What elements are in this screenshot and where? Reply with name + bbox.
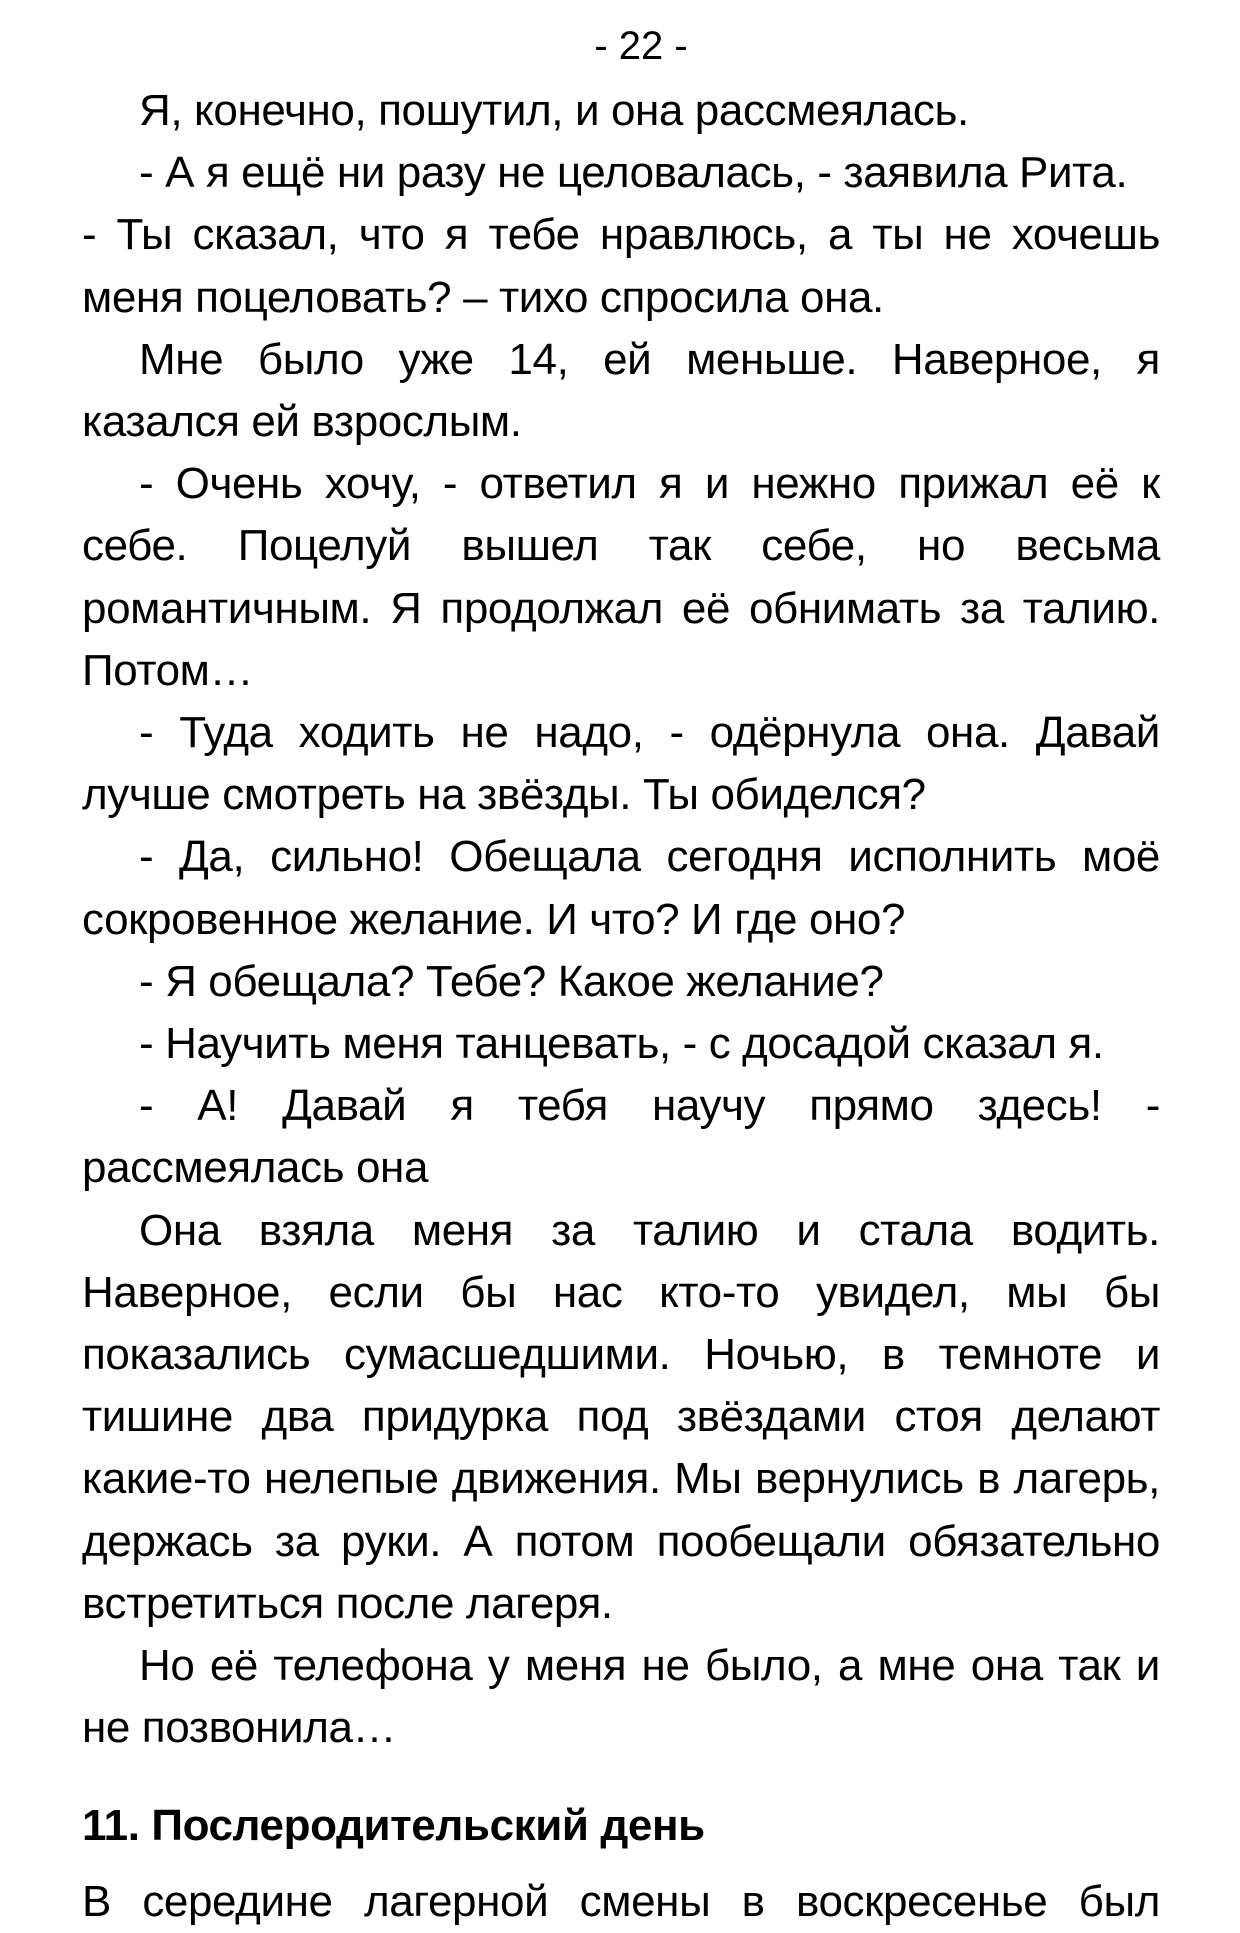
paragraph: - А я ещё ни разу не целовалась, - заявила Рита. (139, 148, 1128, 198)
paragraph: Она взяла меня за талию и стала водить. Наверное, если бы нас кто-то увидел, мы бы показались сумасшедшими. Ночью, в темноте и тишине два придурка под звёздами стоя делают какие-то нелепые движения. Мы вернулись в лагерь, держась за руки. А потом пообещали обязательно встретиться после лагеря. (82, 1205, 1160, 1628)
book-page (82, 18, 1160, 1933)
paragraph: - Я обещала? Тебе? Какое желание? (139, 956, 884, 1006)
paragraph: - Научить меня танцевать, - с досадой сказал я. (139, 1019, 1104, 1069)
page-number: - 22 - (594, 24, 688, 68)
section-heading: 11. Послеродительский день (82, 1801, 705, 1851)
paragraph: - Туда ходить не надо, - одёрнула она. Давай лучше смотреть на звёзды. Ты обиделся? (82, 708, 1160, 820)
chapter-body (82, 80, 1160, 1759)
paragraph: Мне было уже 14, ей меньше. Наверное, я казался ей взрослым. (82, 334, 1160, 447)
paragraph: - Да, сильно! Обещала сегодня исполнить моё сокровенное желание. И что? И где оно? (82, 832, 1160, 944)
paragraph: Я, конечно, пошутил, и она рассмеялась. (139, 86, 969, 135)
paragraph: - Ты сказал, что я тебе нравлюсь, а ты не хочешь меня поцеловать? – тихо спросила она. (82, 210, 1160, 322)
paragraph: - Очень хочу, - ответил я и нежно прижал её к себе. Поцелуй вышел так себе, но весьма романтичным. Я продолжал её обнимать за талию. Потом… (82, 459, 1160, 695)
paragraph: - А! Давай я тебя научу прямо здесь! - рассмеялась она (82, 1081, 1160, 1193)
paragraph: Но её телефона у меня не было, а мне она так и не позвонила… (82, 1641, 1160, 1753)
section-first-line: В середине лагерной смены в воскресенье был (82, 1877, 1160, 1927)
